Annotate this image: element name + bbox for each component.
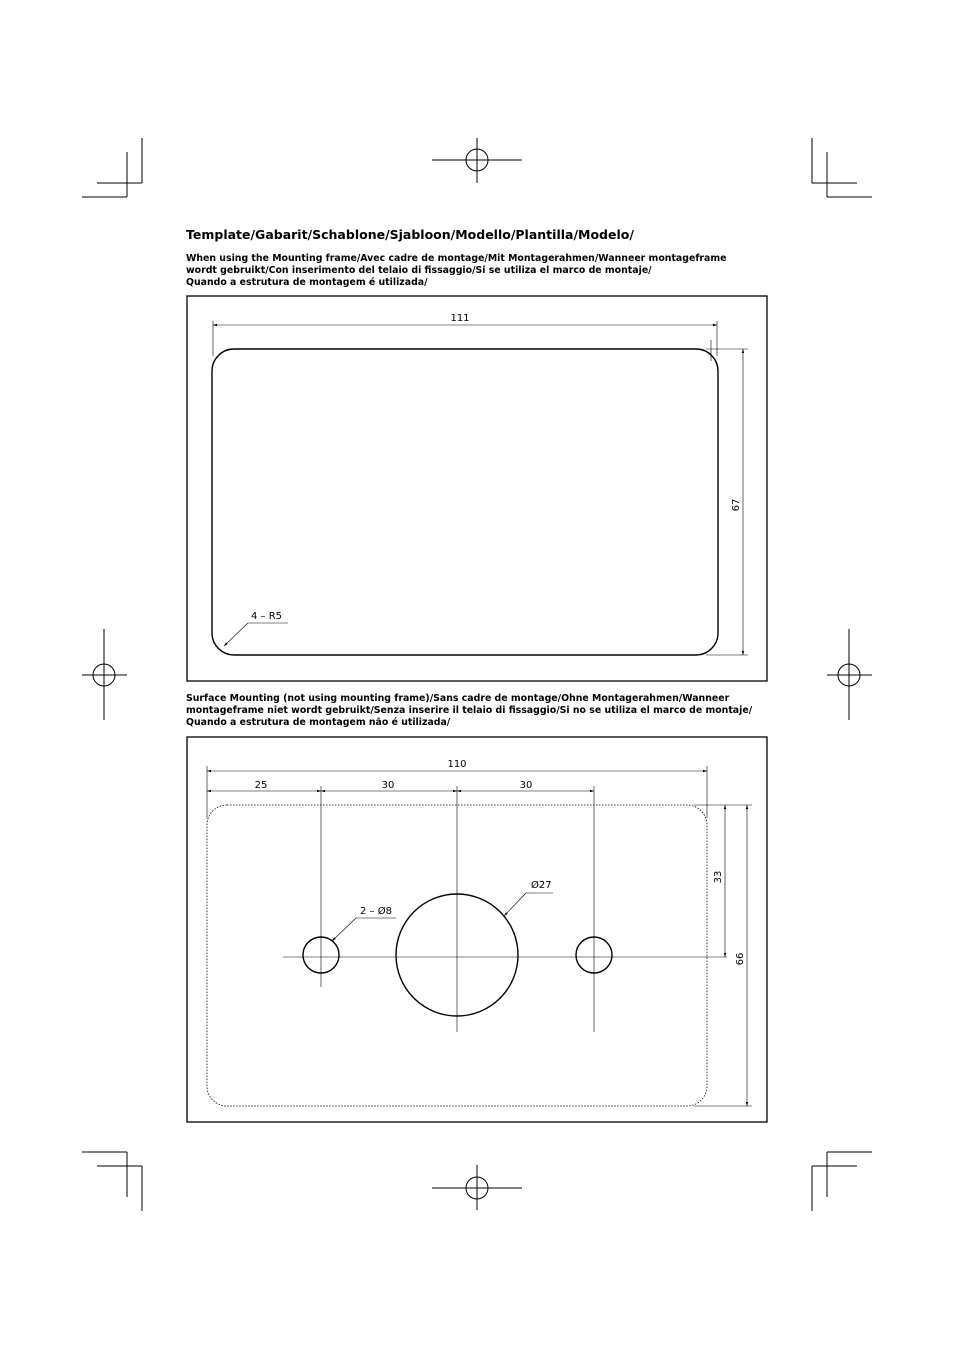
registration-mark-left <box>82 629 127 720</box>
template-frame-2 <box>187 737 767 1122</box>
center-hole-label: Ø27 <box>531 880 552 891</box>
registration-mark-bottom <box>432 1165 522 1210</box>
description-line: montageframe niet wordt gebruikt/Senza inserire il telaio di fissaggio/Si no se utiliza el marco de montaje/ <box>186 705 753 716</box>
half-height-label: 33 <box>713 870 724 884</box>
segment-1-label: 25 <box>254 780 268 791</box>
description-line: Surface Mounting (not using mounting frame)/Sans cadre de montage/Ohne Montagerahmen/Wanneer <box>186 693 730 704</box>
segment-3-label: 30 <box>519 780 533 791</box>
template-frame-1 <box>187 296 767 681</box>
registration-mark-top <box>432 138 522 183</box>
description-line: Quando a estrutura de montagem não é utilizada/ <box>186 717 451 728</box>
radius-label: 4 – R5 <box>251 611 283 622</box>
description-line: wordt gebruikt/Con inserimento del telaio di fissaggio/Si se utiliza el marco de montaje/ <box>186 265 652 276</box>
height-label: 67 <box>731 498 742 512</box>
description-line: Quando a estrutura de montagem é utilizada/ <box>186 277 428 288</box>
cutout-outline <box>212 349 718 655</box>
description-line: When using the Mounting frame/Avec cadre de montage/Mit Montagerahmen/Wanneer montageframe <box>186 253 727 264</box>
segment-2-label: 30 <box>381 780 395 791</box>
total-width-label: 110 <box>447 759 467 770</box>
registration-mark-right <box>827 629 872 720</box>
crop-marks <box>82 138 872 1211</box>
width-label: 111 <box>450 313 470 324</box>
screw-holes-label: 2 – Ø8 <box>360 906 392 917</box>
height-label: 66 <box>735 952 746 966</box>
template-title: Template/Gabarit/Schablone/Sjabloon/Modello/Plantilla/Modelo/ <box>186 227 634 242</box>
